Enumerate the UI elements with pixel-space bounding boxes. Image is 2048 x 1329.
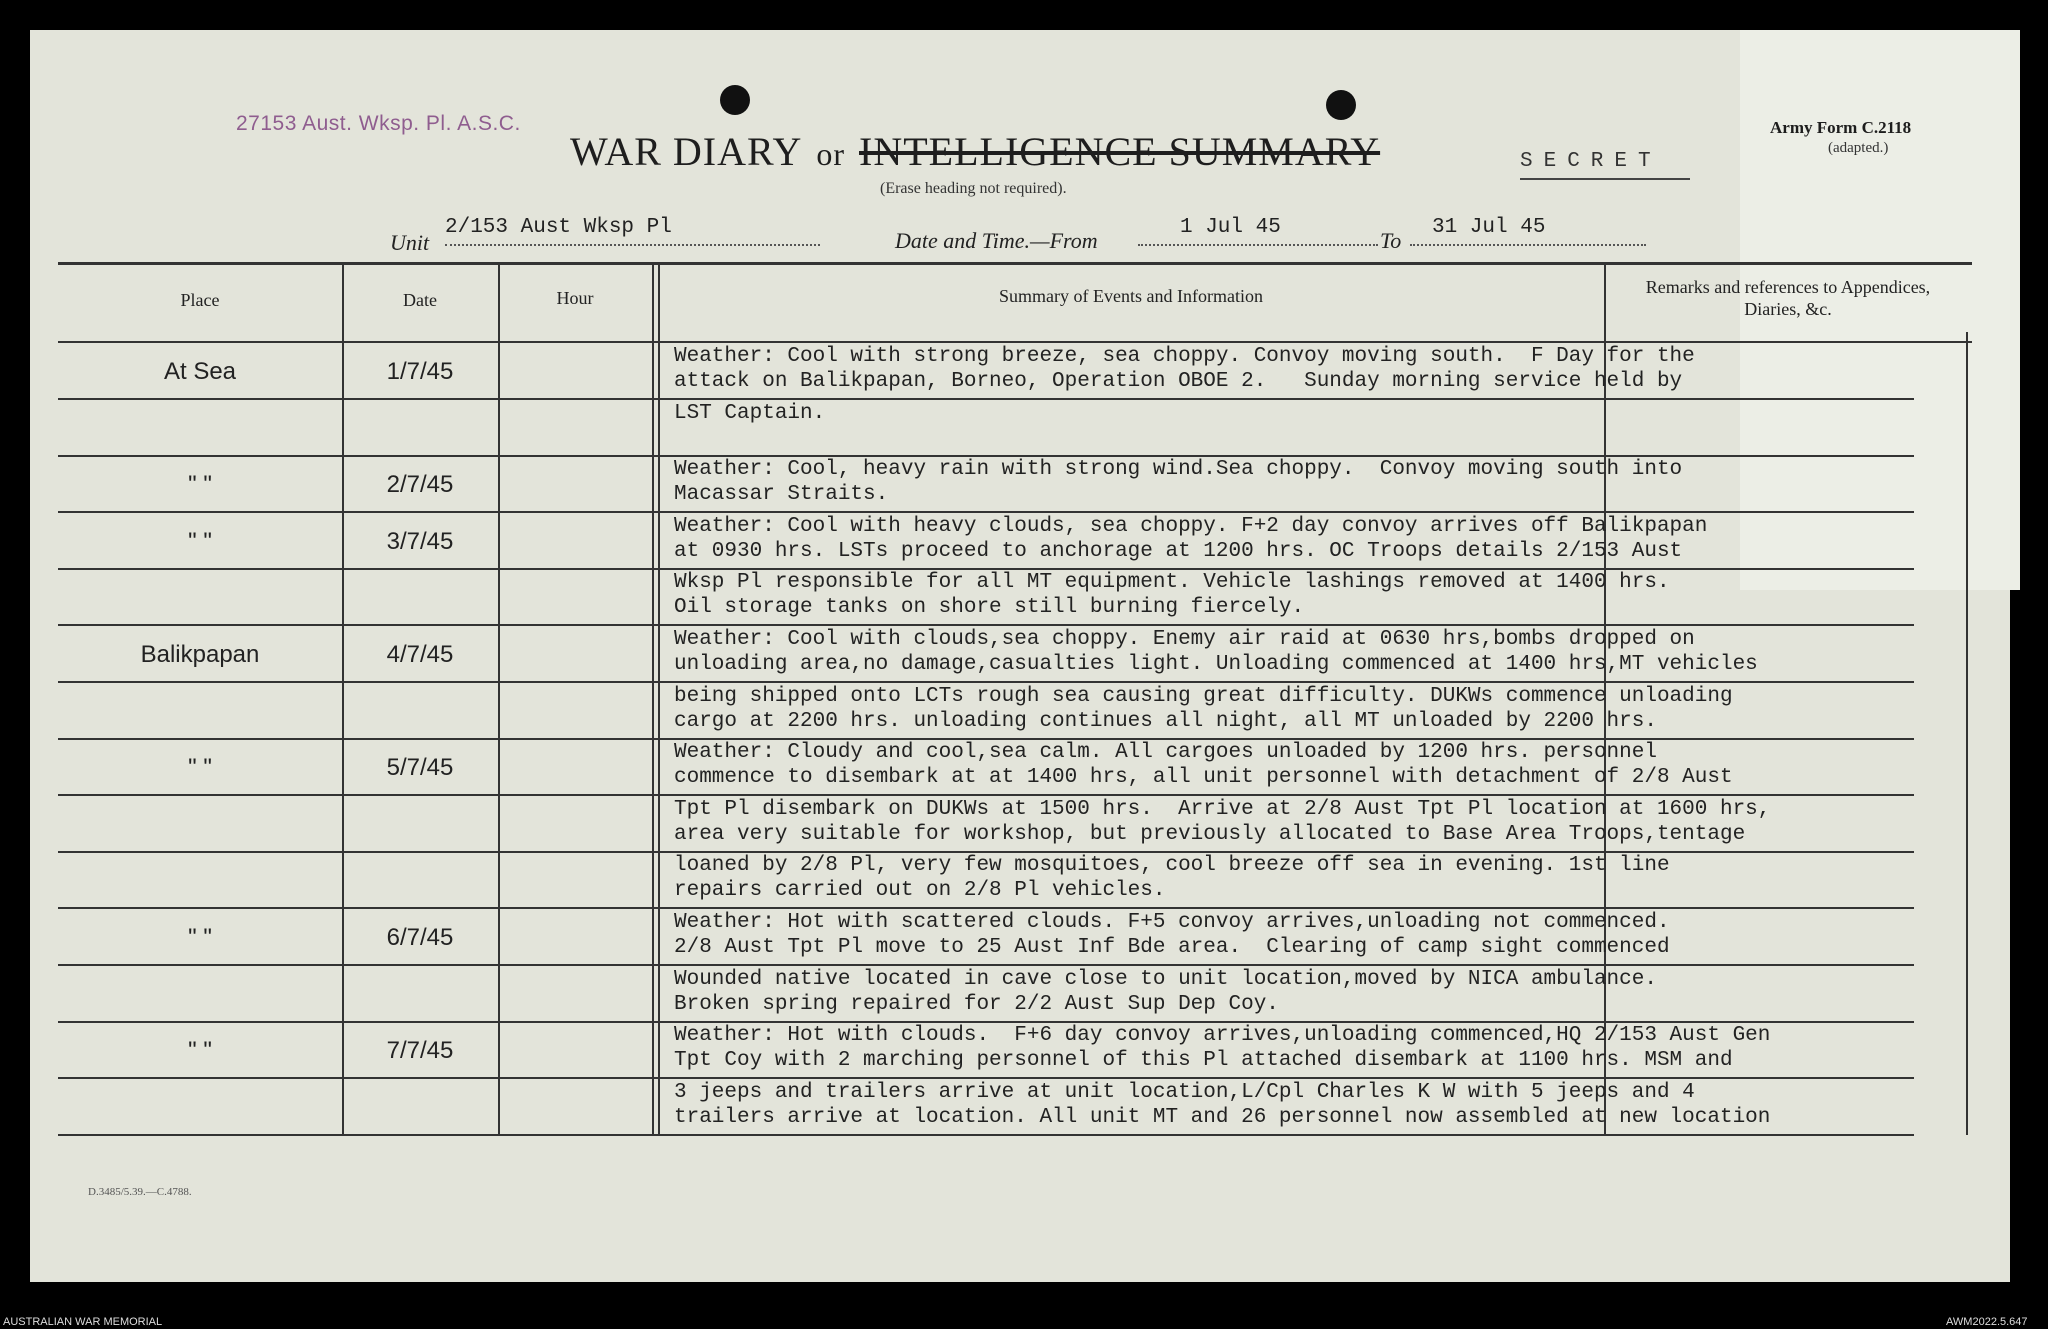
from-date-value: 1 Jul 45	[1180, 216, 1281, 239]
war-diary-heading: WAR DIARY	[570, 129, 803, 174]
summary-line: Macassar Straits.	[674, 483, 889, 507]
row-date: 3/7/45	[386, 527, 454, 555]
punch-hole	[1326, 90, 1356, 120]
punch-hole	[720, 85, 750, 115]
col-header-date: Date	[403, 290, 437, 310]
table-top-border	[58, 262, 1972, 265]
summary-line: repairs carried out on 2/8 Pl vehicles.	[674, 879, 1166, 903]
summary-line: commence to disembark at at 1400 hrs, all unit personnel with detachment of 2/8 Aust	[674, 766, 1733, 790]
col-divider	[342, 262, 344, 1135]
from-dotline	[1138, 244, 1378, 246]
row-place: " "	[188, 1037, 212, 1065]
row-date: 1/7/45	[386, 358, 454, 385]
row-place: Balikpapan	[140, 641, 260, 668]
summary-line: area very suitable for workshop, but previously allocated to Base Area Troops,tentage	[674, 822, 1746, 846]
intelligence-summary-heading: INTELLIGENCE SUMMARY	[859, 129, 1381, 174]
summary-line: Oil storage tanks on shore still burning fiercely.	[674, 596, 1305, 620]
row-separator	[58, 398, 1914, 400]
col-header-place: Place	[180, 290, 220, 310]
row-place: " "	[188, 924, 212, 951]
summary-line: cargo at 2200 hrs. unloading continues all night, all MT unloaded by 2200 hrs.	[674, 709, 1657, 733]
adapted-label: (adapted.)	[1828, 140, 1889, 156]
col-header-hour: Hour	[556, 288, 594, 308]
row-place: " "	[188, 527, 212, 555]
summary-line: trailers arrive at location. All unit MT and 26 personnel now assembled at new location	[674, 1105, 1771, 1129]
col-divider	[652, 262, 654, 1135]
summary-line: Weather: Hot with clouds. F+6 day convoy arrives,unloading commenced,HQ 2/153 Aust Gen	[674, 1024, 1771, 1048]
unit-value: 2/153 Aust Wksp Pl	[445, 216, 672, 239]
summary-line: unloading area,no damage,casualties light. Unloading commenced at 1400 hrs,MT vehicles	[674, 653, 1758, 676]
col-divider	[658, 262, 660, 1135]
col-header-summary: Summary of Events and Information	[999, 286, 1263, 306]
date-time-label: Date and Time.—From	[895, 228, 1098, 253]
summary-line: Tpt Coy with 2 marching personnel of this Pl attached disembark at 1100 hrs. MSM and	[674, 1049, 1733, 1073]
or-word: or	[816, 136, 845, 172]
row-date: 4/7/45	[386, 641, 454, 668]
header-bottom-border	[58, 341, 1972, 343]
print-code: D.3485/5.39.—C.4788.	[88, 1186, 192, 1198]
summary-line: Wksp Pl responsible for all MT equipment. Vehicle lashings removed at 1400 hrs.	[674, 571, 1670, 595]
archive-credit: AUSTRALIAN WAR MEMORIAL	[3, 1316, 163, 1328]
secret-underline	[1520, 178, 1690, 180]
row-date: 6/7/45	[386, 924, 454, 951]
archive-reference: AWM2022.5.647	[1946, 1316, 2028, 1328]
unit-stamp: 27153 Aust. Wksp. Pl. A.S.C.	[236, 112, 521, 135]
row-place: At Sea	[163, 358, 237, 385]
summary-line: Weather: Cool with strong breeze, sea choppy. Convoy moving south. F Day for the	[674, 345, 1695, 368]
row-separator	[58, 1134, 1914, 1136]
row-date: 7/7/45	[386, 1037, 454, 1065]
summary-line: Weather: Hot with scattered clouds. F+5 convoy arrives,unloading not commenced.	[674, 911, 1670, 934]
summary-line: loaned by 2/8 Pl, very few mosquitoes, cool breeze off sea in evening. 1st line	[674, 854, 1670, 878]
summary-line: Weather: Cool with heavy clouds, sea choppy. F+2 day convoy arrives off Balikpapan	[674, 514, 1708, 538]
col-header-remarks: Remarks and references to Appendices, Diaries, &c.	[1645, 277, 1931, 319]
summary-line: at 0930 hrs. LSTs proceed to anchorage at 1200 hrs. OC Troops details 2/153 Aust	[674, 539, 1683, 563]
row-date: 5/7/45	[386, 754, 454, 782]
summary-line: being shipped onto LCTs rough sea causing great difficulty. DUKWs commence unloading	[674, 684, 1733, 708]
to-date-value: 31 Jul 45	[1432, 216, 1546, 239]
summary-line: Tpt Pl disembark on DUKWs at 1500 hrs. Arrive at 2/8 Aust Tpt Pl location at 1600 hrs,	[674, 797, 1771, 821]
unit-dotline	[445, 244, 820, 246]
summary-line: Wounded native located in cave close to unit location,moved by NICA ambulance.	[674, 967, 1657, 991]
summary-line: Weather: Cool with clouds,sea choppy. Enemy air raid at 0630 hrs,bombs dropped on	[674, 628, 1695, 651]
form-title	[570, 128, 1380, 175]
secret-label: SECRET	[1520, 150, 1662, 173]
table-right-border	[1966, 332, 1968, 1135]
to-label: To	[1380, 228, 1402, 253]
summary-line: Broken spring repaired for 2/2 Aust Sup Dep Coy.	[674, 992, 1279, 1016]
row-place: " "	[188, 471, 212, 499]
unit-label: Unit	[390, 230, 430, 255]
summary-line: 2/8 Aust Tpt Pl move to 25 Aust Inf Bde area. Clearing of camp sight commenced	[674, 936, 1670, 959]
summary-line: Weather: Cool, heavy rain with strong wind.Sea choppy. Convoy moving south into	[674, 458, 1683, 482]
row-place: " "	[188, 754, 212, 782]
summary-line: LST Captain.	[674, 401, 826, 425]
erase-note: (Erase heading not required).	[880, 180, 1067, 197]
summary-line: attack on Balikpapan, Borneo, Operation OBOE 2. Sunday morning service held by	[674, 370, 1683, 393]
army-form-label: Army Form C.2118	[1770, 118, 1912, 137]
diary-table	[58, 262, 1972, 1135]
to-dotline	[1410, 244, 1646, 246]
col-divider	[498, 262, 500, 1135]
row-date: 2/7/45	[386, 471, 454, 499]
summary-line: Weather: Cloudy and cool,sea calm. All cargoes unloaded by 1200 hrs. personnel	[674, 741, 1657, 765]
summary-line: 3 jeeps and trailers arrive at unit location,L/Cpl Charles K W with 5 jeeps and 4	[674, 1080, 1695, 1104]
